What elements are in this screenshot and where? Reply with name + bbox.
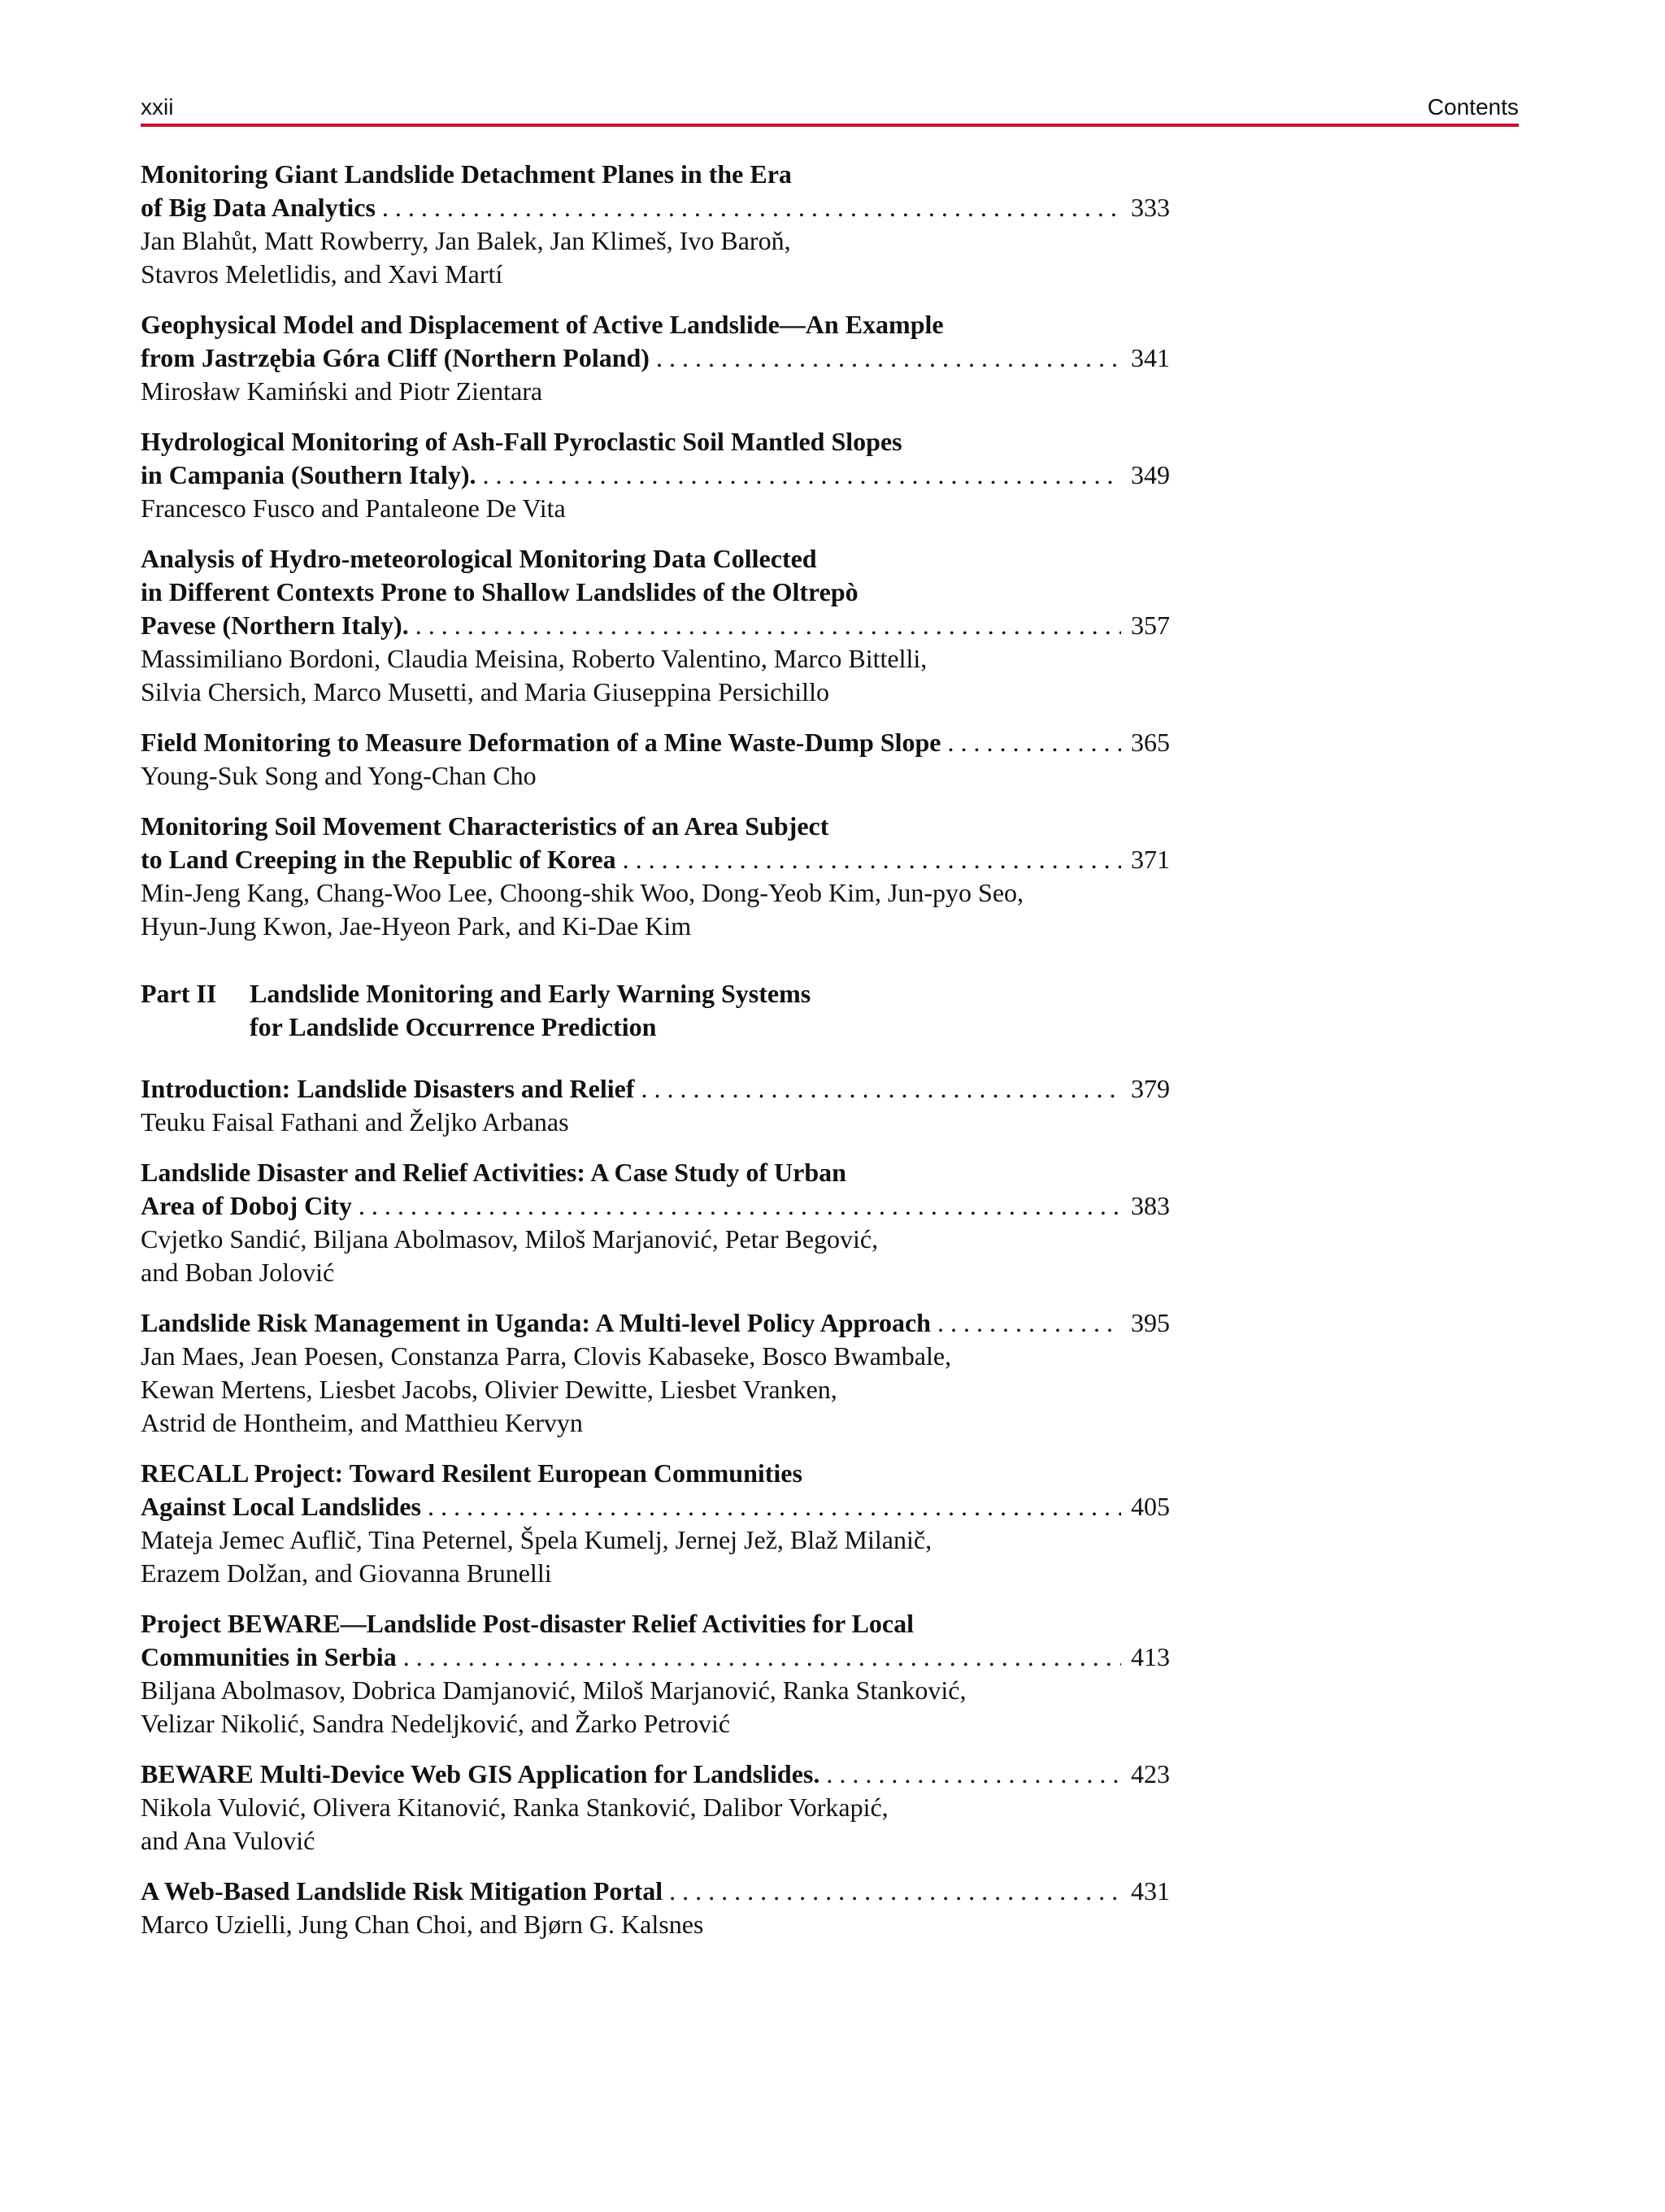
author-line: Min-Jeng Kang, Chang-Woo Lee, Choong-shik Woo, Dong-Yeob Kim, Jun-pyo Seo, <box>141 878 1024 907</box>
chapter-title-line: A Web-Based Landslide Risk Mitigation Portal <box>141 1876 663 1906</box>
part-title-line: for Landslide Occurrence Prediction <box>250 1012 657 1041</box>
page-reference: 413 <box>1131 1642 1170 1671</box>
chapter-title-line: Communities in Serbia <box>141 1642 397 1671</box>
chapter-title-line: in Campania (Southern Italy). <box>141 460 476 489</box>
toc-entry <box>141 1306 1189 1440</box>
toc-entry <box>141 1607 1189 1740</box>
page-reference: 349 <box>1131 460 1170 489</box>
author-line: Velizar Nikolić, Sandra Nedeljković, and Žarko Petrović <box>141 1709 731 1738</box>
chapter-title-line: in Different Contexts Prone to Shallow Landslides of the Oltrepò <box>141 577 859 606</box>
dot-leader <box>650 341 1121 375</box>
dot-leader <box>352 1189 1121 1223</box>
dot-leader <box>476 458 1122 492</box>
table-of-contents <box>141 158 1189 1958</box>
page-reference: 365 <box>1131 728 1170 757</box>
running-head-section: Contents <box>1427 94 1519 120</box>
chapter-title-line: Field Monitoring to Measure Deformation of a Mine Waste-Dump Slope <box>141 728 941 757</box>
author-line: Erazem Dolžan, and Giovanna Brunelli <box>141 1558 552 1588</box>
page-reference: 357 <box>1131 611 1170 640</box>
running-header <box>141 91 1519 127</box>
page-reference: 371 <box>1131 845 1170 874</box>
chapter-title-line: Project BEWARE—Landslide Post-disaster Relief Activities for Local <box>141 1609 915 1638</box>
chapter-title-line: Hydrological Monitoring of Ash-Fall Pyroclastic Soil Mantled Slopes <box>141 427 902 456</box>
chapter-title-leader-line <box>141 1189 1189 1223</box>
author-line: Teuku Faisal Fathani and Željko Arbanas <box>141 1107 569 1136</box>
part-heading <box>141 977 1189 1044</box>
author-line: Kewan Mertens, Liesbet Jacobs, Olivier Dewitte, Liesbet Vranken, <box>141 1375 837 1404</box>
dot-leader <box>634 1072 1121 1106</box>
chapter-title-line: Landslide Disaster and Relief Activities: A Case Study of Urban <box>141 1158 846 1187</box>
chapter-title-line: from Jastrzębia Góra Cliff (Northern Poland) <box>141 343 650 372</box>
page-reference: 333 <box>1131 193 1170 222</box>
chapter-title-line: Pavese (Northern Italy). <box>141 611 409 640</box>
author-line: Francesco Fusco and Pantaleone De Vita <box>141 493 566 523</box>
page-reference: 423 <box>1131 1759 1170 1788</box>
dot-leader <box>941 726 1122 759</box>
toc-entry <box>141 308 1189 408</box>
page-reference: 405 <box>1131 1492 1170 1521</box>
chapter-title-line: Geophysical Model and Displacement of Active Landslide—An Example <box>141 310 944 339</box>
toc-entry <box>141 1156 1189 1289</box>
chapter-title-leader-line <box>141 609 1189 642</box>
part-title-line: Landslide Monitoring and Early Warning Systems <box>250 979 811 1008</box>
toc-entry <box>141 810 1189 943</box>
author-line: Jan Maes, Jean Poesen, Constanza Parra, Clovis Kabaseke, Bosco Bwambale, <box>141 1341 952 1371</box>
author-line: and Ana Vulović <box>141 1826 315 1855</box>
chapter-title-line: Area of Doboj City <box>141 1191 352 1220</box>
chapter-title-leader-line <box>141 1490 1189 1523</box>
dot-leader <box>421 1490 1121 1523</box>
dot-leader <box>409 609 1121 642</box>
chapter-title-line: to Land Creeping in the Republic of Korea <box>141 845 616 874</box>
chapter-title-line: Analysis of Hydro-meteorological Monitoring Data Collected <box>141 544 817 573</box>
toc-entry <box>141 425 1189 525</box>
author-line: Marco Uzielli, Jung Chan Choi, and Bjørn G. Kalsnes <box>141 1910 704 1939</box>
chapter-title-line: Landslide Risk Management in Uganda: A Multi-level Policy Approach <box>141 1308 931 1337</box>
chapter-title-leader-line <box>141 843 1189 876</box>
chapter-title-line: Against Local Landslides <box>141 1492 421 1521</box>
author-line: Silvia Chersich, Marco Musetti, and Maria Giuseppina Persichillo <box>141 677 829 706</box>
toc-group-part-ii <box>141 1072 1189 1941</box>
part-label: Part II <box>141 979 217 1008</box>
author-line: Astrid de Hontheim, and Matthieu Kervyn <box>141 1408 583 1437</box>
chapter-title-leader-line <box>141 1758 1189 1791</box>
toc-group-part-i <box>141 158 1189 943</box>
dot-leader <box>663 1875 1121 1908</box>
dot-leader <box>397 1641 1121 1674</box>
chapter-title-leader-line <box>141 1306 1189 1340</box>
page-reference: 395 <box>1131 1308 1170 1337</box>
chapter-title-leader-line <box>141 341 1189 375</box>
chapter-title-leader-line <box>141 1875 1189 1908</box>
author-line: and Boban Jolović <box>141 1258 335 1287</box>
toc-entry <box>141 542 1189 709</box>
dot-leader <box>376 191 1121 224</box>
chapter-title-leader-line <box>141 458 1189 492</box>
author-line: Nikola Vulović, Olivera Kitanović, Ranka Stanković, Dalibor Vorkapić, <box>141 1793 889 1822</box>
toc-entry <box>141 158 1189 291</box>
page-reference: 383 <box>1131 1191 1170 1220</box>
chapter-title-line: of Big Data Analytics <box>141 193 376 222</box>
toc-entry <box>141 1457 1189 1590</box>
chapter-title-line: Introduction: Landslide Disasters and Relief <box>141 1074 635 1103</box>
chapter-title-leader-line <box>141 1072 1189 1106</box>
chapter-title-leader-line <box>141 1641 1189 1674</box>
chapter-title-line: BEWARE Multi-Device Web GIS Application for Landslides. <box>141 1759 820 1788</box>
toc-entry <box>141 1875 1189 1941</box>
chapter-title-line: RECALL Project: Toward Resilent European Communities <box>141 1458 802 1488</box>
author-line: Mirosław Kamiński and Piotr Zientara <box>141 376 543 406</box>
page-reference: 379 <box>1131 1074 1170 1103</box>
author-line: Hyun-Jung Kwon, Jae-Hyeon Park, and Ki-Dae Kim <box>141 911 692 941</box>
chapter-title-leader-line <box>141 726 1189 759</box>
dot-leader <box>616 843 1121 876</box>
author-line: Stavros Meletlidis, and Xavi Martí <box>141 259 503 289</box>
author-line: Mateja Jemec Auflič, Tina Peternel, Špela Kumelj, Jernej Jež, Blaž Milanič, <box>141 1525 932 1554</box>
author-line: Young-Suk Song and Yong-Chan Cho <box>141 761 537 790</box>
toc-entry <box>141 726 1189 793</box>
author-line: Cvjetko Sandić, Biljana Abolmasov, Miloš Marjanović, Petar Begović, <box>141 1224 879 1254</box>
toc-entry <box>141 1072 1189 1139</box>
page-reference: 341 <box>1131 343 1170 372</box>
chapter-title-line: Monitoring Giant Landslide Detachment Planes in the Era <box>141 159 792 189</box>
author-line: Biljana Abolmasov, Dobrica Damjanović, Miloš Marjanović, Ranka Stanković, <box>141 1675 967 1705</box>
chapter-title-line: Monitoring Soil Movement Characteristics of an Area Subject <box>141 811 829 841</box>
page-number: xxii <box>141 94 174 120</box>
toc-entry <box>141 1758 1189 1858</box>
dot-leader <box>931 1306 1121 1340</box>
author-line: Massimiliano Bordoni, Claudia Meisina, Roberto Valentino, Marco Bittelli, <box>141 644 928 673</box>
part-title <box>250 977 811 1044</box>
dot-leader <box>819 1758 1121 1791</box>
page-reference: 431 <box>1131 1876 1170 1906</box>
author-line: Jan Blahůt, Matt Rowberry, Jan Balek, Jan Klimeš, Ivo Baroň, <box>141 226 791 255</box>
chapter-title-leader-line <box>141 191 1189 224</box>
